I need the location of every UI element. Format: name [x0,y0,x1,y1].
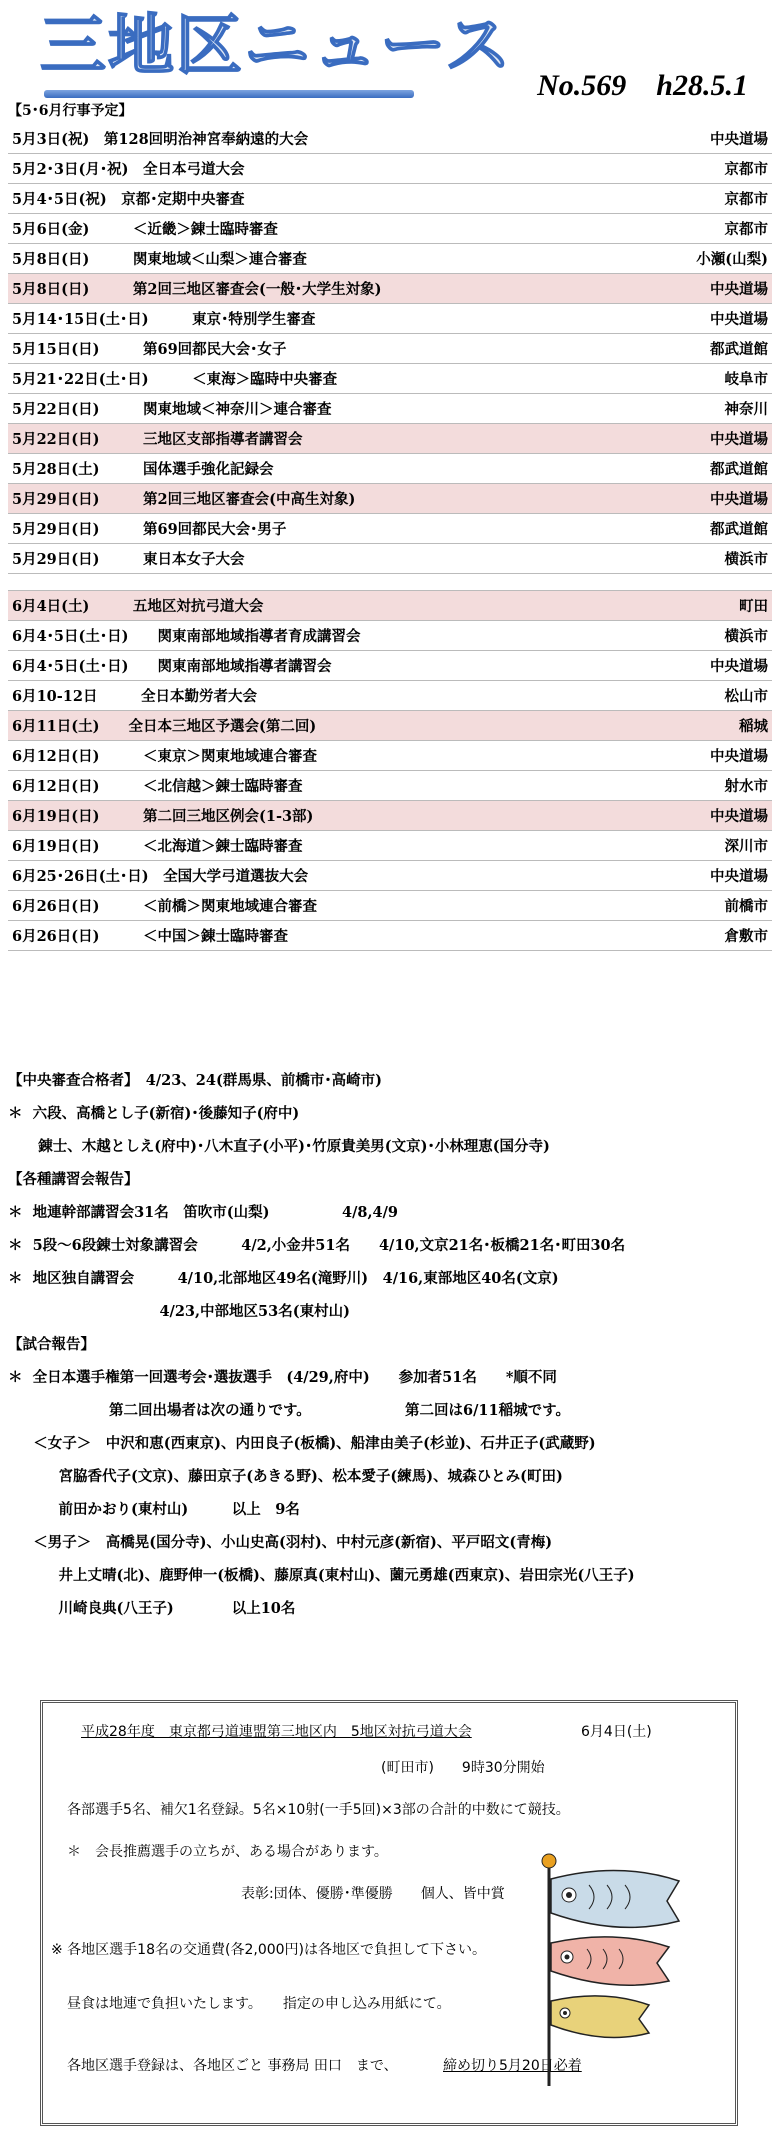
schedule-date: 5月8日(日) [12,281,90,298]
schedule-date: 6月12日(日) [12,748,100,765]
schedule-date: 5月2･3日(月･祝) [12,161,129,178]
schedule-row [8,214,772,244]
report-line: 第二回出場者は次の通りです。 第二回は6/11稲城です。 [8,1402,570,1419]
notice-line: 各地区選手登録は、各地区ごと 事務局 田口 まで、 [67,2058,398,2074]
schedule-row [8,244,772,274]
report-line: ＜男子＞ 高橋晃(国分寺)、小山史高(羽村)、中村元彦(新宿)、平戸昭文(青梅) [8,1534,553,1551]
schedule-event-name: 関東南部地域指導者講習会 [143,658,332,675]
schedule-row [8,801,772,831]
report-line: 宮脇香代子(文京)、藤田京子(あきる野)、松本愛子(練馬)、城森ひとみ(町田) [8,1468,563,1485]
schedule-row [8,891,772,921]
schedule-event-name: 京都･定期中央審査 [121,191,245,208]
report-line: 【各種講習会報告】 [8,1171,139,1188]
schedule-event [12,338,286,359]
schedule-place: 中央道場 [710,431,768,448]
schedule-heading: 【5･6月行事予定】 [8,103,133,119]
schedule-date: 6月19日(日) [12,838,100,855]
report-line: ＊ 地連幹部講習会31名 笛吹市(山梨) 4/8,4/9 [8,1204,398,1221]
schedule-event [12,218,278,239]
schedule-row [8,591,772,621]
report-line: ＊ 地区独自講習会 4/10,北部地区49名(滝野川) 4/16,東部地区40名(文京) [8,1270,559,1287]
schedule-place: 都武道館 [710,341,768,358]
notice-venue: (町田市) 9時30分開始 [381,1760,545,1776]
schedule-event-name: 三地区支部指導者講習会 [114,431,303,448]
schedule-event-name: 全日本三地区予選会(第二回) [114,718,317,735]
schedule-date: 5月22日(日) [12,401,100,418]
schedule-row [8,124,772,154]
schedule-event [12,835,303,856]
report-line: 【中央審査合格者】 4/23、24(群馬県、前橋市･高崎市) [8,1072,382,1089]
notice-line: 表彰:団体、優勝･準優勝 個人、皆中賞 [241,1886,505,1902]
schedule-place: 倉敷市 [724,928,768,945]
report-line: 川崎良典(八王子) 以上10名 [8,1600,296,1617]
schedule-place: 横浜市 [724,551,768,568]
schedule-place: 都武道館 [710,461,768,478]
schedule-event [12,925,288,946]
schedule-event [12,158,245,179]
schedule-event-name: ＜前橋＞関東地域連合審査 [114,898,317,915]
schedule-date: 5月8日(日) [12,251,90,268]
schedule-event [12,368,337,389]
schedule-place: 前橋市 [724,898,768,915]
report-line: ＊ 六段、高橋とし子(新宿)･後藤知子(府中) [8,1105,300,1122]
schedule-place: 中央道場 [710,281,768,298]
schedule-row [8,274,772,304]
schedule-event [12,188,245,209]
schedule-date: 5月22日(日) [12,431,100,448]
schedule-place: 射水市 [724,778,768,795]
schedule-event-name: 第2回三地区審査会(中高生対象) [114,491,356,508]
schedule-date: 6月4日(土) [12,598,90,615]
schedule-place: 小瀬(山梨) [696,251,768,268]
schedule-event [12,625,361,646]
reports-section [8,1064,772,1625]
schedule-place: 中央道場 [710,658,768,675]
notice-deadline: 締め切り5月20日必着 [443,2058,582,2074]
schedule-divider [8,574,772,591]
notice-line: 各部選手5名、補欠1名登録。5名×10射(一手5回)×3部の合計的中数にて競技。 [67,1802,570,1818]
schedule-event [12,398,332,419]
schedule-row [8,484,772,514]
schedule-date: 5月28日(土) [12,461,100,478]
report-line: 【試合報告】 [8,1336,95,1353]
schedule-date: 5月29日(日) [12,521,100,538]
schedule-event [12,308,315,329]
schedule-place: 中央道場 [710,311,768,328]
newsletter-title: 三地区ニュース [40,7,513,84]
notice-line: 昼食は地連で負担いたします。 指定の申し込み用紙にて。 [67,1996,451,2012]
schedule-row [8,454,772,484]
schedule-event [12,685,257,706]
schedule-event-name: ＜北信越＞錬士臨時審査 [114,778,303,795]
schedule-event [12,458,274,479]
schedule-date: 6月26日(日) [12,898,100,915]
schedule-date: 6月4･5日(土･日) [12,658,129,675]
schedule-event [12,745,317,766]
schedule-place: 中央道場 [710,748,768,765]
schedule-row [8,184,772,214]
schedule-place: 中央道場 [710,491,768,508]
schedule-event-name: 第二回三地区例会(1-3部) [114,808,314,825]
schedule-event [12,775,303,796]
schedule-event-name: 関東地域＜山梨＞連合審査 [103,251,307,268]
schedule-place: 京都市 [724,161,768,178]
schedule-event-name: 関東地域＜神奈川＞連合審査 [114,401,332,418]
schedule-event-name: 第69回都民大会･男子 [114,521,287,538]
schedule-row [8,681,772,711]
schedule-row [8,921,772,951]
schedule-event-name: ＜中国＞錬士臨時審査 [114,928,288,945]
schedule-row [8,621,772,651]
schedule-event [12,248,307,269]
schedule-row [8,544,772,574]
schedule-date: 6月25･26日(土･日) [12,868,149,885]
schedule-event-name: 全日本弓道大会 [143,161,245,178]
schedule-row [8,831,772,861]
schedule-place: 京都市 [724,191,768,208]
schedule-row [8,304,772,334]
report-line: ＊ 5段～6段錬士対象講習会 4/2,小金井51名 4/10,文京21名･板橋21名･町田30名 [8,1237,626,1254]
schedule-place: 京都市 [724,221,768,238]
schedule-date: 5月29日(日) [12,551,100,568]
report-line: ＊ 全日本選手権第一回選考会･選抜選手 (4/29,府中) 参加者51名 *順不同 [8,1369,557,1386]
notice-line: ＊ 会長推薦選手の立ちが、ある場合があります。 [67,1844,388,1860]
report-line: 井上丈晴(北)、鹿野伸一(板橋)、藤原真(東村山)、薗元勇雄(西東京)、岩田宗光(八王子) [8,1567,635,1584]
schedule-event-name: ＜近畿＞錬士臨時審査 [103,221,278,238]
schedule-date: 6月4･5日(土･日) [12,628,129,645]
issue-number: No.569 h28.5.1 [537,69,748,102]
schedule-event [12,595,263,616]
schedule-event-name: 五地区対抗弓道大会 [103,598,264,615]
notice-date: 6月4日(土) [581,1724,652,1740]
schedule-date: 6月11日(土) [12,718,100,735]
schedule-event-name: ＜東海＞臨時中央審査 [163,371,338,388]
report-line: ＜女子＞ 中沢和恵(西東京)、内田良子(板橋)、船津由美子(杉並)、石井正子(武蔵野) [8,1435,596,1452]
schedule-row [8,154,772,184]
header [0,0,780,104]
schedule-event-name: 全国大学弓道選抜大会 [163,868,309,885]
schedule-table [8,124,772,951]
schedule-row [8,424,772,454]
schedule-date: 6月10-12日 [12,688,98,705]
schedule-row [8,651,772,681]
schedule-place: 横浜市 [724,628,768,645]
schedule-date: 5月4･5日(祝) [12,191,107,208]
schedule-event-name: 第2回三地区審査会(一般･大学生対象) [103,281,382,298]
schedule-event-name: 東京･特別学生審査 [163,311,316,328]
schedule-date: 6月26日(日) [12,928,100,945]
title-underline [44,90,414,98]
schedule-event-name: ＜北海道＞錬士臨時審査 [114,838,303,855]
schedule-date: 5月14･15日(土･日) [12,311,149,328]
schedule-place: 深川市 [724,838,768,855]
report-line: 錬士、木越としえ(府中)･八木直子(小平)･竹原貴美男(文京)･小林理恵(国分寺) [8,1138,550,1155]
schedule-date: 5月15日(日) [12,341,100,358]
schedule-event-name: ＜東京＞関東地域連合審査 [114,748,317,765]
schedule-row [8,771,772,801]
notice-title: 平成28年度 東京都弓道連盟第三地区内 5地区対抗弓道大会 [81,1724,472,1740]
report-line: 前田かおり(東村山) 以上 9名 [8,1501,300,1518]
schedule-event-name: 第128回明治神宮奉納遠的大会 [103,131,309,148]
koinobori-icon [529,1851,699,2091]
schedule-event-name: 関東南部地域指導者育成講習会 [143,628,361,645]
schedule-date: 5月3日(祝) [12,131,90,148]
schedule-date: 6月12日(日) [12,778,100,795]
schedule-event-name: 東日本女子大会 [114,551,245,568]
schedule-event [12,278,381,299]
schedule-event [12,548,245,569]
schedule-row [8,861,772,891]
schedule-event-name: 全日本勤労者大会 [111,688,257,705]
schedule-row [8,514,772,544]
schedule-place: 町田 [739,598,768,615]
schedule-event [12,428,303,449]
schedule-row [8,334,772,364]
report-line: 4/23,中部地区53名(東村山) [8,1303,350,1320]
schedule-place: 稲城 [739,718,768,735]
schedule-event [12,805,313,826]
schedule-date: 5月29日(日) [12,491,100,508]
schedule-row [8,711,772,741]
schedule-place: 岐阜市 [724,371,768,388]
schedule-event [12,128,308,149]
schedule-place: 都武道館 [710,521,768,538]
schedule-date: 5月21･22日(土･日) [12,371,149,388]
schedule-row [8,364,772,394]
schedule-date: 5月6日(金) [12,221,90,238]
schedule-date: 6月19日(日) [12,808,100,825]
schedule-event-name: 国体選手強化記録会 [114,461,274,478]
schedule-event [12,895,317,916]
schedule-place: 神奈川 [724,401,768,418]
schedule-event [12,865,308,886]
schedule-event [12,518,286,539]
notice-line: ※ 各地区選手18名の交通費(各2,000円)は各地区で負担して下さい。 [51,1942,486,1958]
schedule-row [8,741,772,771]
schedule-place: 中央道場 [710,808,768,825]
schedule-event [12,715,316,736]
notice-box [40,1700,738,2126]
schedule-place: 中央道場 [710,131,768,148]
schedule-event-name: 第69回都民大会･女子 [114,341,287,358]
schedule-event [12,488,355,509]
schedule-place: 松山市 [724,688,768,705]
schedule-row [8,394,772,424]
schedule-event [12,655,332,676]
schedule-place: 中央道場 [710,868,768,885]
